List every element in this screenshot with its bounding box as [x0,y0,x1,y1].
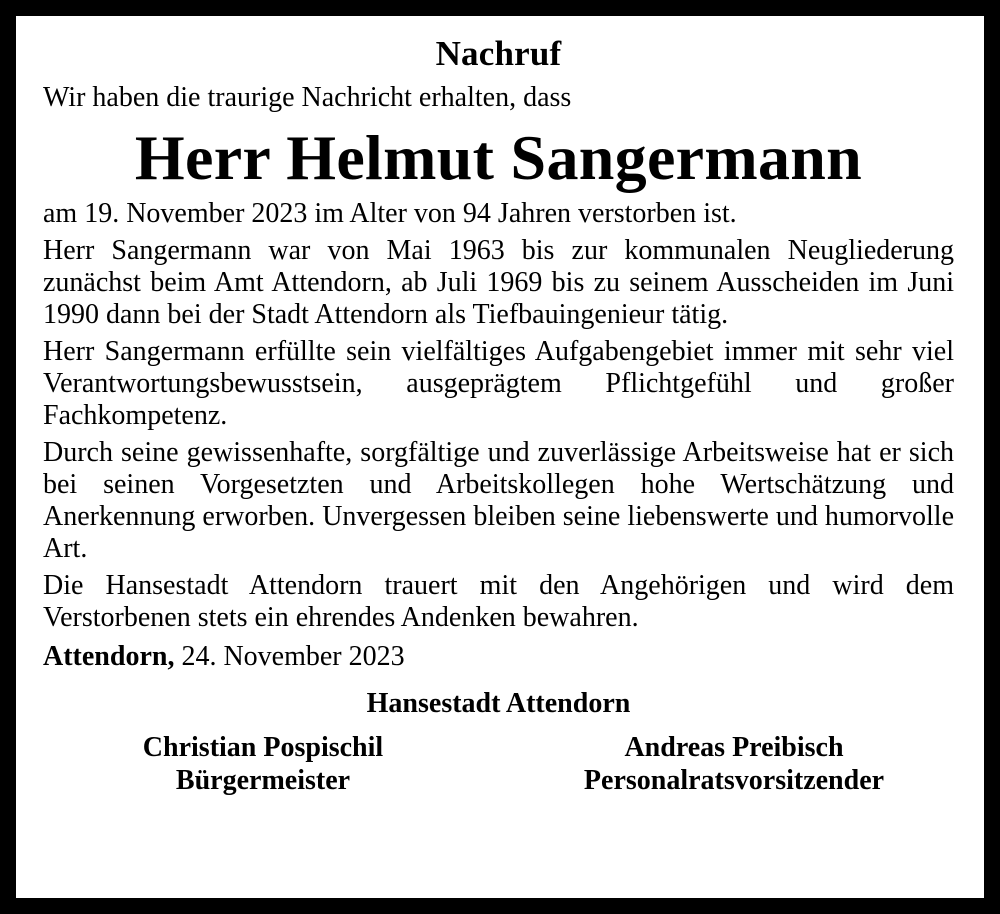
signers [43,731,954,797]
place-date-line [43,641,954,673]
signer-role: Bürgermeister [175,765,351,796]
obituary-notice [16,16,984,898]
mourning-paragraph: Die Hansestadt Attendorn trauert mit den Angehörigen und wird dem Verstorbenen stets ein ehrendes Andenken bewahren. [43,570,954,633]
signer-name: Christian Pospischil [142,732,384,763]
character-paragraph: Durch seine gewissenhafte, sorgfältige und zuverlässige Arbeitsweise hat er sich bei seinen Vorgesetzten und Arbeitskollegen hohe Wertschätzung und Anerkennung erworben. Unvergessen bleiben seine liebenswerte und humorvolle Art. [43,437,954,564]
date: 24. November 2023 [181,641,405,672]
deceased-name: Herr Helmut Sangermann [134,122,863,193]
signer-name: Andreas Preibisch [624,732,844,763]
signer-staff-council [514,731,954,797]
duties-paragraph: Herr Sangermann erfüllte sein vielfältiges Aufgabengebiet immer mit sehr viel Verantwortungsbewusstsein, ausgeprägtem Pflichtgefühl und großer Fachkompetenz. [43,336,954,431]
notice-heading: Nachruf [435,34,562,73]
signer-role: Personalratsvorsitzender [583,765,885,796]
signer-mayor [43,731,483,797]
career-paragraph: Herr Sangermann war von Mai 1963 bis zur kommunalen Neugliederung zunächst beim Amt Attendorn, ab Juli 1969 bis zu seinem Ausscheiden im Juni 1990 dann bei der Stadt Attendorn als Tiefbauingenieur tätig. [43,235,954,330]
place: Attendorn, [43,641,175,672]
organization-name: Hansestadt Attendorn [366,688,631,719]
intro-line: Wir haben die traurige Nachricht erhalten, dass [43,82,572,113]
death-date-paragraph: am 19. November 2023 im Alter von 94 Jahren verstorben ist. [43,198,737,229]
